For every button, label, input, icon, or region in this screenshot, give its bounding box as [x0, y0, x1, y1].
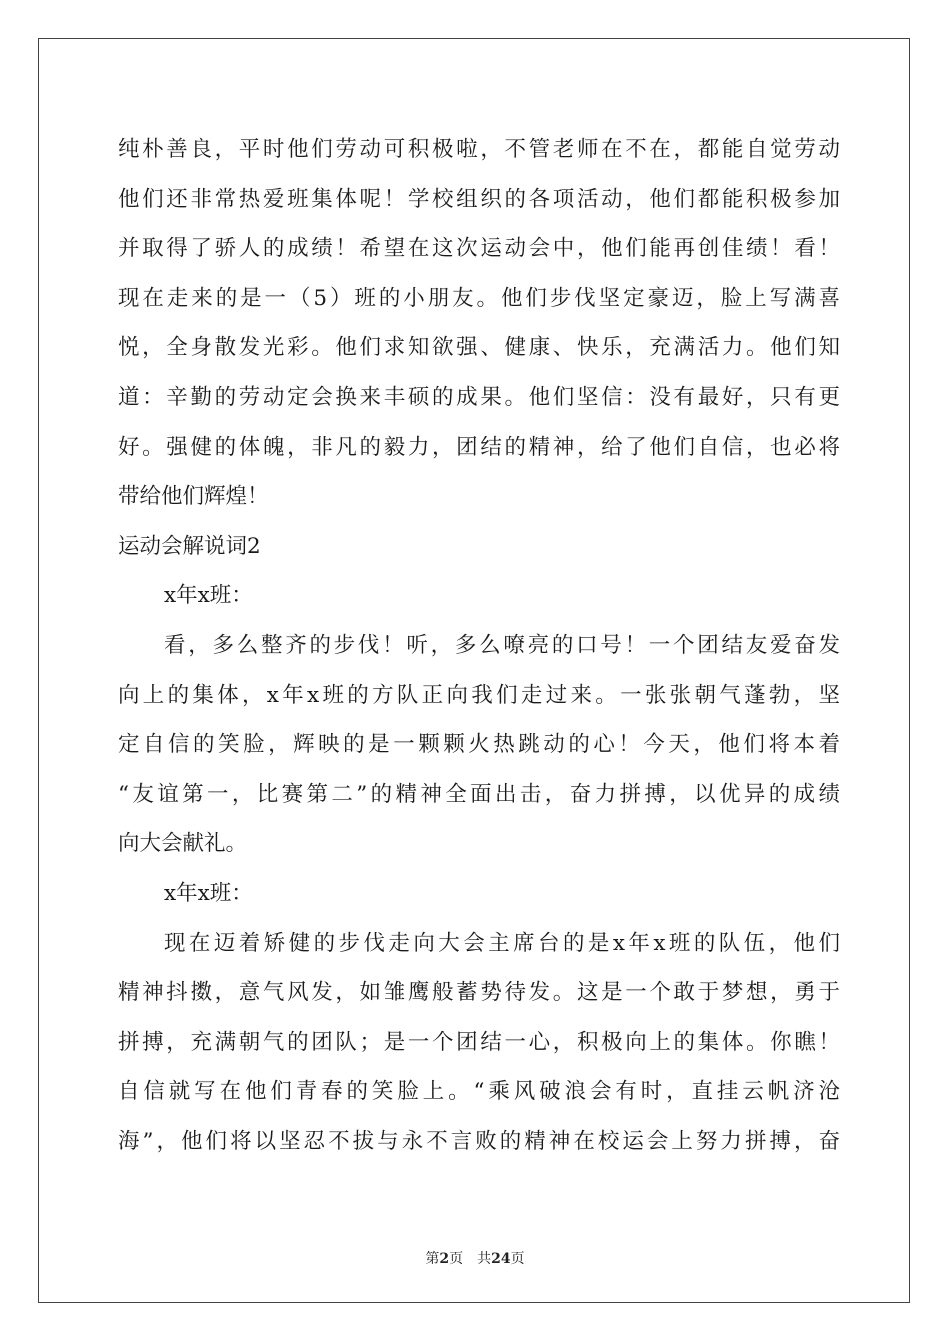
page-footer	[0, 1248, 950, 1268]
text-line: 现在走来的是一（5）班的小朋友。他们步伐坚定豪迈，脸上写满喜	[118, 285, 840, 311]
text-line: 海”，他们将以坚忍不拔与永不言败的精神在校运会上努力拼搏，奋	[118, 1128, 840, 1154]
total-prefix: 共	[477, 1251, 492, 1267]
text-line: 定自信的笑脸，辉映的是一颗颗火热跳动的心！今天，他们将本着	[118, 732, 840, 758]
text-line: 向大会献礼。	[118, 831, 248, 857]
text-line: 精神抖擞，意气风发，如雏鹰般蓄势待发。这是一个敢于梦想，勇于	[118, 980, 840, 1006]
text-line: “友谊第一，比赛第二”的精神全面出击，奋力拼搏，以优异的成绩	[118, 781, 840, 807]
text-line: 悦，全身散发光彩。他们求知欲强、健康、快乐，充满活力。他们知	[118, 335, 840, 361]
page-prefix: 第	[425, 1251, 440, 1267]
page-number: 2	[439, 1251, 450, 1267]
class-label: x年x班：	[164, 880, 253, 906]
page-suffix: 页	[449, 1251, 464, 1267]
text-line: 看，多么整齐的步伐！听，多么嘹亮的口号！一个团结友爱奋发	[164, 632, 840, 658]
section-heading: 运动会解说词2	[118, 533, 261, 559]
total-suffix: 页	[510, 1251, 525, 1267]
text-line: 并取得了骄人的成绩！希望在这次运动会中，他们能再创佳绩！看！	[118, 236, 840, 262]
text-line: 现在迈着矫健的步伐走向大会主席台的是x年x班的队伍，他们	[164, 930, 840, 956]
class-label: x年x班：	[164, 583, 253, 609]
text-line: 好。强健的体魄，非凡的毅力，团结的精神，给了他们自信，也必将	[118, 434, 840, 460]
total-pages: 24	[491, 1251, 511, 1267]
text-line: 纯朴善良，平时他们劳动可积极啦，不管老师在不在，都能自觉劳动	[118, 137, 840, 162]
text-line: 拼搏，充满朝气的团队；是一个团结一心，积极向上的集体。你瞧！	[118, 1029, 840, 1055]
text-line: 他们还非常热爱班集体呢！学校组织的各项活动，他们都能积极参加	[118, 186, 840, 212]
text-line: 道：辛勤的劳动定会换来丰硕的成果。他们坚信：没有最好，只有更	[118, 384, 840, 410]
text-line: 向上的集体，x年x班的方队正向我们走过来。一张张朝气蓬勃，坚	[118, 682, 840, 708]
text-line: 自信就写在他们青春的笑脸上。“乘风破浪会有时，直挂云帆济沧	[118, 1079, 840, 1105]
document-body	[118, 125, 840, 1166]
text-line: 带给他们辉煌！	[118, 484, 269, 510]
